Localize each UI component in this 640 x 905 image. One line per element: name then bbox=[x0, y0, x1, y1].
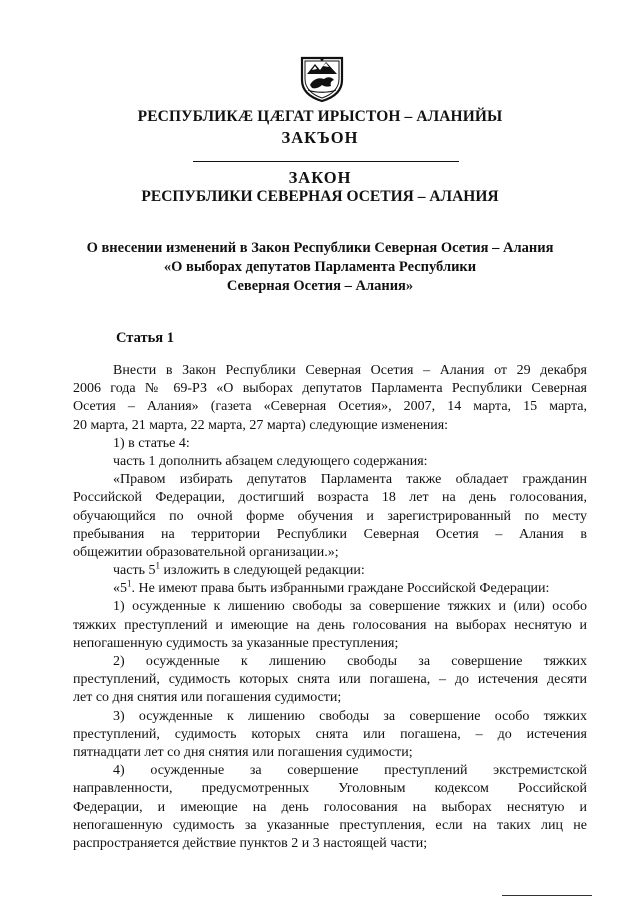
ossetian-republic-heading: РЕСПУБЛИКÆ ЦÆГАТ ИРЫСТОН – АЛАНИЙЫ bbox=[137, 108, 503, 125]
page-footer-rule bbox=[502, 895, 592, 896]
body-line: «Правом избирать депутатов Парламента также обладает гражданин bbox=[113, 472, 587, 488]
article-body bbox=[73, 362, 587, 853]
body-line: 1) в статье 4: bbox=[113, 435, 190, 451]
body-line: 4) осужденные за совершение преступлений экстремистской bbox=[113, 763, 587, 779]
body-line: непогашенную судимость за указанные преступления, если на таких лиц не bbox=[73, 817, 587, 833]
body-line: преступлений, судимость которых снята или погашена, – до истечения bbox=[73, 726, 587, 742]
body-line: пребывания на территории Республики Северная Осетия – Алания в bbox=[73, 526, 587, 542]
body-line: общежитии образовательной организации.»; bbox=[73, 544, 339, 560]
law-subject-line-3: Северная Осетия – Алания» bbox=[226, 278, 414, 294]
body-line: лет со дня снятия или погашения судимости; bbox=[73, 690, 342, 706]
body-line: Российской Федерации, достигший возраста 18 лет на день голосования, bbox=[73, 490, 587, 506]
body-line: Осетия – Алания» (газета «Северная Осетия», 2007, 14 марта, 15 марта, bbox=[73, 399, 587, 415]
russian-law-heading: ЗАКОН bbox=[288, 168, 352, 187]
body-line: Внести в Закон Республики Северная Осетия – Алания от 29 декабря bbox=[113, 363, 587, 378]
body-line: тяжких преступлений и имеющие на день голосования на выборах неснятую и bbox=[73, 617, 587, 633]
body-line: 20 марта, 21 марта, 22 марта, 27 марта) следующие изменения: bbox=[73, 417, 449, 433]
body-line: «$5^1$. Не имеют права быть избранными граждане Российской Федерации: bbox=[113, 580, 550, 597]
body-line: обучающийся по очной форме обучения и зарегистрированный по месту bbox=[73, 508, 587, 524]
body-line: часть 1 дополнить абзацем следующего содержания: bbox=[113, 453, 428, 469]
body-line: 2) осужденные к лишению свободы за совершение тяжких bbox=[113, 654, 587, 669]
body-line: часть $5^1$ изложить в следующей редакции: bbox=[113, 562, 365, 579]
body-line: 1) осужденные к лишению свободы за совершение тяжких и (или) особо bbox=[113, 599, 587, 615]
body-line: непогашенную судимость за указанные преступления; bbox=[73, 635, 399, 651]
body-line: направленности, предусмотренных Уголовным кодексом Российской bbox=[73, 781, 587, 797]
body-line: 3) осужденные к лишению свободы за совершение особо тяжких bbox=[113, 708, 587, 724]
body-line: преступлений, судимость которых снята или погашена, – до истечения десяти bbox=[73, 672, 587, 688]
body-line: Федерации, и имеющие на день голосования на выборах неснятую и bbox=[73, 799, 587, 815]
header-divider bbox=[193, 161, 459, 162]
article-title: Статья 1 bbox=[116, 330, 174, 346]
body-line: распространяется действие пунктов 2 и 3 настоящей части; bbox=[73, 835, 428, 851]
ossetian-law-heading: ЗАКЪОН bbox=[281, 128, 359, 147]
body-line: 2006 года № 69-РЗ «О выборах депутатов Парламента Республики Северная bbox=[73, 381, 587, 397]
body-line: пятнадцати лет со дня снятия или погашения судимости; bbox=[73, 744, 413, 760]
russian-republic-heading: РЕСПУБЛИКИ СЕВЕРНАЯ ОСЕТИЯ – АЛАНИЯ bbox=[141, 188, 499, 205]
coat-of-arms-icon bbox=[300, 54, 344, 102]
law-subject-line-2: «О выборах депутатов Парламента Республики bbox=[163, 259, 477, 275]
law-subject-line-1: О внесении изменений в Закон Республики Северная Осетия – Алания bbox=[86, 240, 554, 256]
